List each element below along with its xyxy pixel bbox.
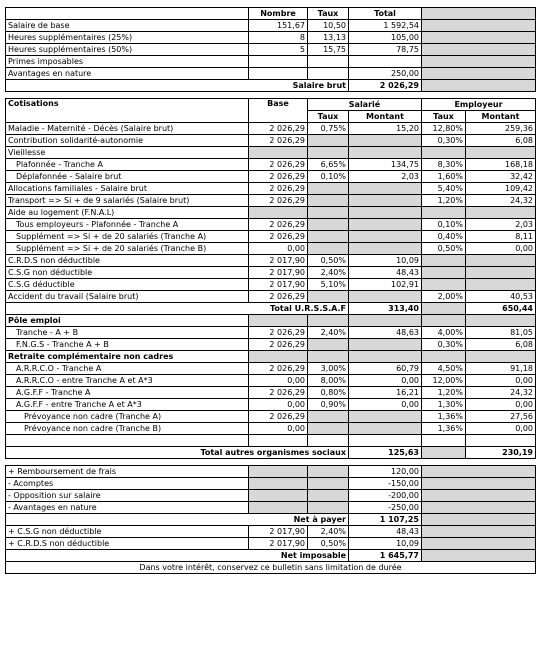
employeur-montant: 24,32 — [466, 195, 536, 207]
salaire-brut-label: Salaire brut — [6, 80, 349, 92]
contribution-label: Contribution solidarité-autonomie — [6, 135, 249, 147]
contribution-base: 0,00 — [249, 375, 308, 387]
salarie-montant — [349, 195, 422, 207]
reintegration-row — [6, 526, 536, 538]
employeur-taux: 5,40% — [422, 183, 466, 195]
contribution-base: 2 017,90 — [249, 279, 308, 291]
contribution-label: Accident du travail (Salaire brut) — [6, 291, 249, 303]
salarie-taux: 2,40% — [308, 327, 349, 339]
salary-label: Avantages en nature — [6, 68, 249, 80]
blank-cell — [249, 435, 308, 447]
employeur-taux — [422, 267, 466, 279]
salaire-brut-row — [6, 80, 536, 92]
salarie-taux — [308, 147, 349, 159]
contribution-row — [6, 267, 536, 279]
employeur-taux: 0,40% — [422, 231, 466, 243]
contribution-base: 2 026,29 — [249, 171, 308, 183]
salarie-taux: 2,40% — [308, 267, 349, 279]
total-autres-salarie: 125,63 — [349, 447, 422, 459]
salarie-montant: 48,63 — [349, 327, 422, 339]
salarie-taux — [308, 411, 349, 423]
salary-taux: 13,13 — [308, 32, 349, 44]
contribution-row — [6, 279, 536, 291]
grey-block — [308, 466, 349, 478]
salary-total: 250,00 — [349, 68, 422, 80]
salary-taux: 15,75 — [308, 44, 349, 56]
salary-row — [6, 44, 536, 56]
salarie-montant: 60,79 — [349, 363, 422, 375]
employeur-montant: 81,05 — [466, 327, 536, 339]
contribution-base: 2 026,29 — [249, 291, 308, 303]
contribution-label: C.S.G déductible — [6, 279, 249, 291]
adjustment-row — [6, 478, 536, 490]
grey-block — [422, 514, 536, 526]
salary-nombre: 5 — [249, 44, 308, 56]
grey-block — [422, 80, 536, 92]
adjustment-value: -200,00 — [349, 490, 422, 502]
cotisations-header-row — [6, 99, 536, 111]
contribution-base: 2 026,29 — [249, 135, 308, 147]
salarie-montant: 134,75 — [349, 159, 422, 171]
salarie-montant — [349, 411, 422, 423]
contribution-row — [6, 255, 536, 267]
contribution-base: 2 026,29 — [249, 411, 308, 423]
salary-row — [6, 20, 536, 32]
header-taux: Taux — [308, 8, 349, 20]
salary-taux — [308, 68, 349, 80]
employeur-montant: 8,11 — [466, 231, 536, 243]
grey-block — [422, 68, 536, 80]
salarie-montant: 15,20 — [349, 123, 422, 135]
employeur-montant: 40,53 — [466, 291, 536, 303]
salarie-montant — [349, 135, 422, 147]
salary-label: Heures supplémentaires (50%) — [6, 44, 249, 56]
contribution-row — [6, 219, 536, 231]
pole-emploi-header: Pôle emploi — [6, 315, 249, 327]
employeur-montant: 0,00 — [466, 375, 536, 387]
contribution-label: Supplément => Si + de 20 salariés (Tranche B) — [6, 243, 249, 255]
salarie-montant: 10,09 — [349, 255, 422, 267]
contribution-label: A.G.F.F - entre Tranche A et A*3 — [6, 399, 249, 411]
grey-block — [308, 315, 349, 327]
total-autres-employeur: 230,19 — [466, 447, 536, 459]
contribution-row — [6, 195, 536, 207]
contribution-label: A.G.F.F - Tranche A — [6, 387, 249, 399]
employeur-taux: 1,30% — [422, 399, 466, 411]
employeur-montant-header: Montant — [466, 111, 536, 123]
employeur-taux: 1,36% — [422, 423, 466, 435]
contribution-row — [6, 399, 536, 411]
salarie-montant: 0,00 — [349, 375, 422, 387]
contribution-row — [6, 327, 536, 339]
spacer-row — [6, 459, 536, 466]
grey-block — [422, 44, 536, 56]
contribution-base: 2 026,29 — [249, 231, 308, 243]
contribution-base: 2 017,90 — [249, 267, 308, 279]
adjustment-value: -150,00 — [349, 478, 422, 490]
cotisations-header: Cotisations — [6, 99, 249, 123]
net-a-payer-row — [6, 514, 536, 526]
employeur-taux: 2,00% — [422, 291, 466, 303]
salarie-taux — [308, 291, 349, 303]
grey-block — [466, 351, 536, 363]
reintegration-base: 2 017,90 — [249, 526, 308, 538]
employeur-montant — [466, 207, 536, 219]
contribution-base: 2 026,29 — [249, 219, 308, 231]
contribution-row — [6, 339, 536, 351]
salarie-taux: 0,50% — [308, 255, 349, 267]
grey-block — [249, 351, 308, 363]
salarie-montant — [349, 243, 422, 255]
employeur-montant: 32,42 — [466, 171, 536, 183]
salarie-taux — [308, 231, 349, 243]
salarie-montant — [349, 291, 422, 303]
salary-nombre — [249, 68, 308, 80]
contribution-row — [6, 135, 536, 147]
salarie-montant: 48,43 — [349, 267, 422, 279]
grey-block — [422, 447, 466, 459]
employeur-montant: 91,18 — [466, 363, 536, 375]
grey-block — [249, 478, 308, 490]
employeur-taux — [422, 207, 466, 219]
header-blank — [6, 8, 249, 20]
employeur-montant — [466, 267, 536, 279]
contribution-label: Supplément => Si + de 20 salariés (Tranche A) — [6, 231, 249, 243]
employeur-taux: 4,50% — [422, 363, 466, 375]
reintegration-label: + C.R.D.S non déductible — [6, 538, 249, 550]
net-a-payer-label: Net à payer — [6, 514, 349, 526]
contribution-base: 2 026,29 — [249, 123, 308, 135]
salary-row — [6, 68, 536, 80]
blank-cell — [422, 435, 466, 447]
employeur-taux: 8,30% — [422, 159, 466, 171]
employeur-taux: 0,30% — [422, 339, 466, 351]
contribution-label: F.N.G.S - Tranche A + B — [6, 339, 249, 351]
salarie-montant: 102,91 — [349, 279, 422, 291]
salarie-taux: 5,10% — [308, 279, 349, 291]
adjustment-row — [6, 502, 536, 514]
grey-block — [422, 303, 466, 315]
salarie-taux: 3,00% — [308, 363, 349, 375]
grey-block — [422, 56, 536, 68]
grey-block — [422, 550, 536, 562]
adjustment-value: -250,00 — [349, 502, 422, 514]
salarie-montant: 2,03 — [349, 171, 422, 183]
contribution-base: 2 026,29 — [249, 159, 308, 171]
adjustment-row — [6, 466, 536, 478]
salarie-montant — [349, 207, 422, 219]
employeur-montant — [466, 147, 536, 159]
blank-cell — [6, 435, 249, 447]
reintegration-taux: 2,40% — [308, 526, 349, 538]
employeur-taux: 4,00% — [422, 327, 466, 339]
salarie-taux — [308, 219, 349, 231]
salaire-brut-value: 2 026,29 — [349, 80, 422, 92]
contribution-label: Transport => Si + de 9 salariés (Salaire brut) — [6, 195, 249, 207]
contribution-row — [6, 387, 536, 399]
salarie-montant-header: Montant — [349, 111, 422, 123]
reintegration-label: + C.S.G non déductible — [6, 526, 249, 538]
employeur-taux: 1,60% — [422, 171, 466, 183]
base-header: Base — [249, 99, 308, 123]
adjustment-label: - Avantages en nature — [6, 502, 249, 514]
reintegration-row — [6, 538, 536, 550]
grey-block — [466, 315, 536, 327]
total-urssaf-employeur: 650,44 — [466, 303, 536, 315]
employeur-header: Employeur — [422, 99, 536, 111]
blank-cell — [349, 435, 422, 447]
spacer — [6, 459, 536, 466]
salarie-montant — [349, 231, 422, 243]
salarie-montant — [349, 147, 422, 159]
employeur-taux-header: Taux — [422, 111, 466, 123]
salarie-montant: 16,21 — [349, 387, 422, 399]
grey-block — [249, 502, 308, 514]
contribution-base — [249, 147, 308, 159]
contribution-label: Prévoyance non cadre (Tranche A) — [6, 411, 249, 423]
salarie-taux — [308, 423, 349, 435]
employeur-taux: 0,50% — [422, 243, 466, 255]
adjustment-row — [6, 490, 536, 502]
grey-block — [422, 526, 536, 538]
salarie-taux — [308, 207, 349, 219]
grey-block — [422, 538, 536, 550]
adjustment-value: 120,00 — [349, 466, 422, 478]
contribution-label: C.S.G non déductible — [6, 267, 249, 279]
grey-block — [308, 502, 349, 514]
blank-cell — [308, 435, 349, 447]
salarie-taux — [308, 135, 349, 147]
employeur-montant: 0,00 — [466, 423, 536, 435]
employeur-montant: 2,03 — [466, 219, 536, 231]
grey-block — [249, 490, 308, 502]
salary-taux — [308, 56, 349, 68]
contribution-label: Aide au logement (F.N.A.L) — [6, 207, 249, 219]
contribution-label: A.R.R.C.O - entre Tranche A et A*3 — [6, 375, 249, 387]
contribution-label: Allocations familiales - Salaire brut — [6, 183, 249, 195]
employeur-taux: 12,80% — [422, 123, 466, 135]
contribution-row — [6, 207, 536, 219]
footer-row — [6, 562, 536, 574]
salarie-taux: 0,80% — [308, 387, 349, 399]
salarie-taux: 8,00% — [308, 375, 349, 387]
grey-block — [422, 351, 466, 363]
reintegration-taux: 0,50% — [308, 538, 349, 550]
total-urssaf-salarie: 313,40 — [349, 303, 422, 315]
net-imposable-value: 1 645,77 — [349, 550, 422, 562]
contribution-row — [6, 231, 536, 243]
contribution-row — [6, 171, 536, 183]
contribution-base — [249, 207, 308, 219]
contribution-label: Plafonnée - Tranche A — [6, 159, 249, 171]
salarie-header: Salarié — [308, 99, 422, 111]
salarie-montant: 0,00 — [349, 399, 422, 411]
salarie-montant — [349, 183, 422, 195]
grey-block — [308, 490, 349, 502]
net-a-payer-value: 1 107,25 — [349, 514, 422, 526]
grey-block — [422, 20, 536, 32]
employeur-montant: 259,36 — [466, 123, 536, 135]
employeur-taux: 12,00% — [422, 375, 466, 387]
contribution-base: 2 026,29 — [249, 339, 308, 351]
employeur-montant: 109,42 — [466, 183, 536, 195]
adjustment-label: + Remboursement de frais — [6, 466, 249, 478]
blank-cell — [466, 435, 536, 447]
contribution-row — [6, 183, 536, 195]
contribution-row — [6, 147, 536, 159]
employeur-montant: 24,32 — [466, 387, 536, 399]
employeur-montant: 6,08 — [466, 339, 536, 351]
employeur-taux: 1,20% — [422, 195, 466, 207]
contribution-base: 2 026,29 — [249, 327, 308, 339]
top-header-row — [6, 8, 536, 20]
salary-label: Salaire de base — [6, 20, 249, 32]
contribution-label: A.R.R.C.O - Tranche A — [6, 363, 249, 375]
contribution-base: 2 026,29 — [249, 195, 308, 207]
employeur-taux — [422, 147, 466, 159]
reintegration-base: 2 017,90 — [249, 538, 308, 550]
contribution-row — [6, 291, 536, 303]
grey-block — [349, 351, 422, 363]
employeur-taux: 1,36% — [422, 411, 466, 423]
salary-label: Primes imposables — [6, 56, 249, 68]
payslip-table — [5, 7, 536, 574]
grey-block — [249, 466, 308, 478]
employeur-montant: 0,00 — [466, 399, 536, 411]
contribution-label: Tous employeurs - Plafonnée - Tranche A — [6, 219, 249, 231]
salarie-taux — [308, 339, 349, 351]
employeur-montant — [466, 279, 536, 291]
net-imposable-label: Net imposable — [6, 550, 349, 562]
retraite-header: Retraite complémentaire non cadres — [6, 351, 249, 363]
spacer-row — [6, 92, 536, 99]
contribution-row — [6, 159, 536, 171]
grey-block — [422, 32, 536, 44]
header-total: Total — [349, 8, 422, 20]
salarie-taux-header: Taux — [308, 111, 349, 123]
contribution-base: 2 026,29 — [249, 363, 308, 375]
salarie-taux — [308, 183, 349, 195]
salarie-taux — [308, 195, 349, 207]
employeur-montant: 27,56 — [466, 411, 536, 423]
employeur-taux — [422, 255, 466, 267]
salary-label: Heures supplémentaires (25%) — [6, 32, 249, 44]
grey-block — [249, 315, 308, 327]
salarie-taux — [308, 243, 349, 255]
grey-block — [422, 466, 536, 478]
salary-total — [349, 56, 422, 68]
payslip — [5, 7, 535, 574]
total-autres-row — [6, 447, 536, 459]
total-urssaf-label: Total U.R.S.S.A.F — [6, 303, 349, 315]
contribution-row — [6, 243, 536, 255]
contribution-label: Déplafonnée - Salaire brut — [6, 171, 249, 183]
reintegration-value: 48,43 — [349, 526, 422, 538]
grey-block — [422, 8, 536, 20]
salarie-montant — [349, 423, 422, 435]
grey-block — [308, 478, 349, 490]
section-row — [6, 315, 536, 327]
reintegration-value: 10,09 — [349, 538, 422, 550]
salary-row — [6, 32, 536, 44]
total-urssaf-row — [6, 303, 536, 315]
contribution-label: Tranche - A + B — [6, 327, 249, 339]
employeur-montant: 168,18 — [466, 159, 536, 171]
salary-nombre — [249, 56, 308, 68]
salary-nombre: 151,67 — [249, 20, 308, 32]
grey-block — [422, 478, 536, 490]
spacer — [6, 92, 536, 99]
salary-nombre: 8 — [249, 32, 308, 44]
grey-block — [422, 502, 536, 514]
footer-note: Dans votre intérêt, conservez ce bulletin sans limitation de durée — [6, 562, 536, 574]
salarie-montant — [349, 219, 422, 231]
contribution-row — [6, 123, 536, 135]
contribution-base: 2 026,29 — [249, 183, 308, 195]
employeur-taux — [422, 279, 466, 291]
total-autres-label: Total autres organismes sociaux — [6, 447, 349, 459]
adjustment-label: - Opposition sur salaire — [6, 490, 249, 502]
salarie-taux: 6,65% — [308, 159, 349, 171]
salary-total: 78,75 — [349, 44, 422, 56]
contribution-base: 2 026,29 — [249, 387, 308, 399]
contribution-base: 2 017,90 — [249, 255, 308, 267]
employeur-taux: 0,10% — [422, 219, 466, 231]
contribution-base: 0,00 — [249, 243, 308, 255]
contribution-row — [6, 363, 536, 375]
grey-block — [422, 315, 466, 327]
contribution-row — [6, 411, 536, 423]
salary-taux: 10,50 — [308, 20, 349, 32]
section-row — [6, 351, 536, 363]
contribution-row — [6, 375, 536, 387]
salary-total: 105,00 — [349, 32, 422, 44]
contribution-base: 0,00 — [249, 423, 308, 435]
contribution-row — [6, 423, 536, 435]
employeur-taux: 1,20% — [422, 387, 466, 399]
contribution-label: C.R.D.S non déductible — [6, 255, 249, 267]
contribution-base: 0,00 — [249, 399, 308, 411]
salary-total: 1 592,54 — [349, 20, 422, 32]
employeur-montant: 0,00 — [466, 243, 536, 255]
salarie-taux: 0,10% — [308, 171, 349, 183]
employeur-montant: 6,08 — [466, 135, 536, 147]
grey-block — [349, 315, 422, 327]
employeur-montant — [466, 255, 536, 267]
salarie-montant — [349, 339, 422, 351]
contribution-label: Prévoyance non cadre (Tranche B) — [6, 423, 249, 435]
contribution-label: Vieillesse — [6, 147, 249, 159]
net-imposable-row — [6, 550, 536, 562]
contribution-label: Maladie - Maternité - Décès (Salaire brut) — [6, 123, 249, 135]
adjustment-label: - Acomptes — [6, 478, 249, 490]
salary-row — [6, 56, 536, 68]
salarie-taux: 0,90% — [308, 399, 349, 411]
salarie-taux: 0,75% — [308, 123, 349, 135]
blank-row — [6, 435, 536, 447]
grey-block — [308, 351, 349, 363]
header-nombre: Nombre — [249, 8, 308, 20]
employeur-taux: 0,30% — [422, 135, 466, 147]
grey-block — [422, 490, 536, 502]
